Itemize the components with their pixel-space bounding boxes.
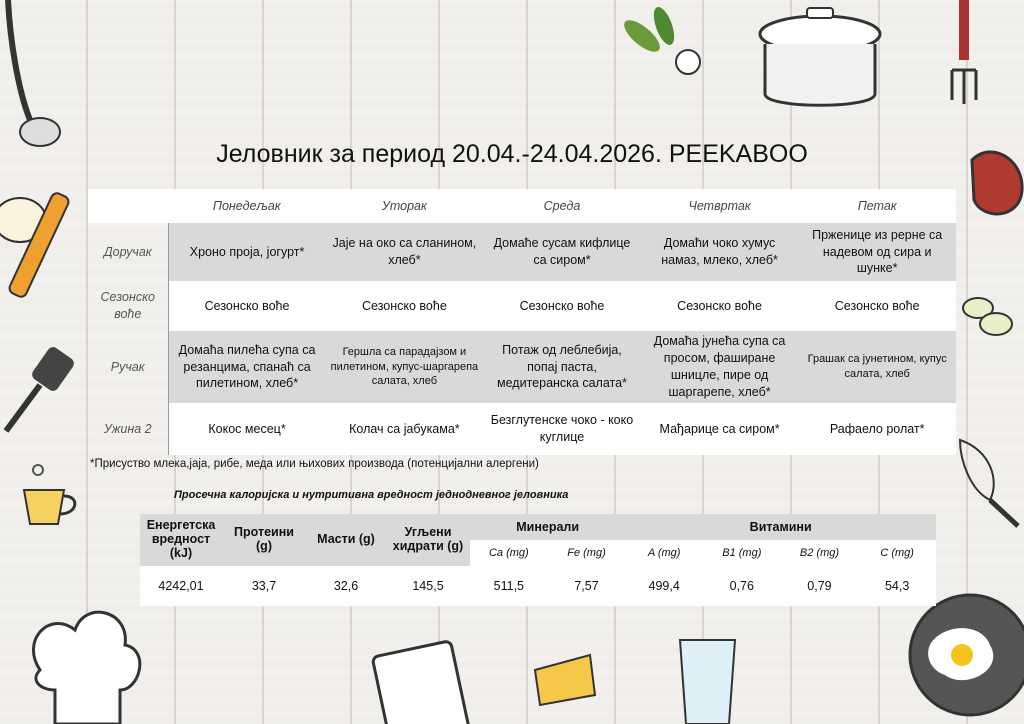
lemon-slices-illustration	[960, 290, 1020, 340]
spatula-illustration	[0, 345, 80, 435]
lunch-row	[88, 331, 956, 403]
nutrient-value: 0,76	[703, 566, 781, 606]
whisk-illustration	[950, 430, 1024, 530]
menu-cell: Хроно проја, јогурт*	[168, 223, 326, 281]
menu-cell: Сезонско воће	[483, 281, 641, 331]
nutrient-sub-header: B2 (mg)	[781, 540, 859, 566]
allergen-note: *Присуство млека,јаја, рибе, меда или њихових производа (потенцијални алергени)	[90, 458, 539, 470]
cheese-illustration	[530, 650, 600, 710]
menu-cell: Јаје на око са сланином, хлеб*	[326, 223, 484, 281]
day-header: Петак	[798, 189, 956, 223]
nutrient-sub-header: C (mg)	[858, 540, 936, 566]
nutrition-title: Просечна калоријска и нутритивна вредност једнодневног јеловника	[174, 489, 569, 501]
menu-cell: Рафаело ролат*	[798, 403, 956, 455]
nutrient-value: 0,79	[781, 566, 859, 606]
vitamins-header: Витамини	[625, 514, 936, 540]
radish-illustration	[612, 6, 712, 76]
menu-cell: Домаће сусам кифлице са сиром*	[483, 223, 641, 281]
day-header-row	[88, 189, 956, 223]
menu-cell: Сезонско воће	[798, 281, 956, 331]
nutrient-value: 7,57	[548, 566, 626, 606]
menu-cell: Гершла са парадајзом и пилетином, купус-шаргарепа салата, хлеб	[326, 331, 484, 403]
meal-label: Ручак	[88, 331, 168, 403]
menu-cell: Колач са јабукама*	[326, 403, 484, 455]
nutrition-values-row	[140, 566, 936, 606]
nutrient-sub-header: B1 (mg)	[703, 540, 781, 566]
meal-label: Доручак	[88, 223, 168, 281]
nutrient-value: 33,7	[222, 566, 306, 606]
breakfast-row	[88, 223, 956, 281]
menu-cell: Потаж од леблебија, попај паста, медитеранска салата*	[483, 331, 641, 403]
day-header: Понедељак	[168, 189, 326, 223]
menu-cell: Домаћа пилећа супа са резанцима, спанаћ са пилетином, хлеб*	[168, 331, 326, 403]
nutrient-sub-header: Ca (mg)	[470, 540, 548, 566]
day-header: Среда	[483, 189, 641, 223]
fork-illustration	[944, 0, 984, 110]
menu-cell: Безглутенске чоко - коко куглице	[483, 403, 641, 455]
rolling-pin-illustration	[0, 180, 90, 320]
nutrient-value: 499,4	[625, 566, 703, 606]
menu-title: Јеловник за период 20.04.-24.04.2026. PEEKABOO	[216, 140, 808, 168]
fruit-row	[88, 281, 956, 331]
meal-label: Ужина 2	[88, 403, 168, 455]
nutrition-table	[140, 514, 936, 606]
corner-cell	[88, 189, 168, 223]
weekly-menu-table	[88, 189, 956, 455]
cup-illustration	[14, 460, 84, 540]
menu-cell: Сезонско воће	[641, 281, 799, 331]
nutrient-value: 145,5	[386, 566, 470, 606]
measuring-jug-illustration	[665, 630, 755, 724]
menu-card-illustration	[365, 640, 475, 724]
nutrient-value: 511,5	[470, 566, 548, 606]
day-header: Четвртак	[641, 189, 799, 223]
protein-header: Протеини (g)	[222, 514, 306, 566]
chef-hat-illustration	[20, 600, 150, 724]
pot-illustration	[735, 4, 905, 114]
menu-cell: Грашак са јунетином, купус салата, хлеб	[798, 331, 956, 403]
menu-cell: Сезонско воће	[326, 281, 484, 331]
menu-cell: Кокос месец*	[168, 403, 326, 455]
menu-cell: Сезонско воће	[168, 281, 326, 331]
minerals-header: Минерали	[470, 514, 625, 540]
menu-cell: Прженице из рерне са надевом од сира и шунке*	[798, 223, 956, 281]
nutrient-value: 54,3	[858, 566, 936, 606]
ladle-illustration	[0, 0, 70, 160]
menu-cell: Домаћи чоко хумус намаз, млеко, хлеб*	[641, 223, 799, 281]
nutrient-value: 32,6	[306, 566, 386, 606]
nutrient-sub-header: Fe (mg)	[548, 540, 626, 566]
menu-cell: Мађарице са сиром*	[641, 403, 799, 455]
menu-cell: Домаћа јунећа супа са просом, фаширане шницле, пире од шаргарепе, хлеб*	[641, 331, 799, 403]
carbs-header: Угљени хидрати (g)	[386, 514, 470, 566]
snack-row	[88, 403, 956, 455]
nutrient-value: 4242,01	[140, 566, 222, 606]
fat-header: Масти (g)	[306, 514, 386, 566]
meal-label: Сезонско воће	[88, 281, 168, 331]
nutrition-group-header-row	[140, 514, 936, 540]
energy-header: Енергетска вредност (kJ)	[140, 514, 222, 566]
nutrient-sub-header: A (mg)	[625, 540, 703, 566]
day-header: Уторак	[326, 189, 484, 223]
